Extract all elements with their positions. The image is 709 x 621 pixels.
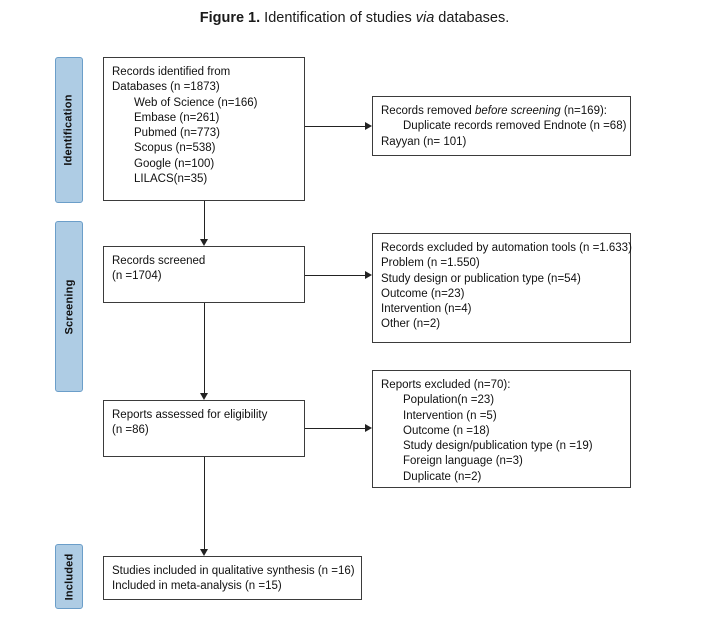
arrow-head-icon	[365, 271, 372, 279]
box-line: Reports assessed for eligibility	[112, 409, 268, 421]
arrow-head-icon	[200, 393, 208, 400]
arrow-eligibility-to-included	[204, 457, 205, 549]
box-studies-included	[103, 556, 362, 600]
box-line: Study design or publication type (n=54)	[381, 272, 581, 285]
stage-label-screening-text: Screening	[63, 279, 75, 334]
stage-label-included	[55, 544, 83, 609]
box-records-removed	[372, 96, 631, 156]
box-line: Intervention (n=4)	[381, 303, 472, 316]
box-line: Other (n=2)	[381, 318, 441, 331]
box-records-identified	[103, 57, 305, 201]
box-records-screened	[103, 246, 305, 303]
figure-title	[0, 10, 709, 26]
box-line: Foreign language (n=3)	[403, 455, 523, 468]
arrow-head-icon	[200, 239, 208, 246]
box-line: Embase (n=261)	[134, 111, 220, 124]
box-line: Duplicate (n=2)	[403, 470, 482, 483]
stage-label-identification	[55, 57, 83, 203]
box-line: Databases (n =1873)	[112, 81, 220, 94]
box-line: Records excluded by automation tools (n =1.633)	[381, 242, 632, 254]
arrow-identified-to-removed	[305, 126, 365, 127]
box-line: Reports excluded (n=70):	[381, 379, 511, 391]
box-line-italic: before screening	[474, 105, 561, 117]
arrow-eligibility-to-reports-excluded	[305, 428, 365, 429]
box-line: Duplicate records removed Endnote (n =68)	[403, 120, 627, 133]
stage-label-identification-text: Identification	[63, 94, 75, 166]
box-line-post: (n=169):	[560, 105, 607, 117]
figure-title-text-1: Identification of studies	[260, 10, 416, 26]
box-line: Study design/publication type (n =19)	[403, 440, 593, 453]
stage-label-included-text: Included	[63, 553, 76, 600]
arrow-head-icon	[200, 549, 208, 556]
figure-title-text-2: databases.	[434, 10, 510, 26]
box-line	[381, 104, 622, 119]
box-line: Pubmed (n=773)	[134, 127, 220, 140]
box-line: Included in meta-analysis (n =15)	[112, 580, 282, 593]
stage-label-screening	[55, 221, 83, 392]
figure-title-label: Figure 1.	[199, 10, 261, 26]
box-records-excluded-automation	[372, 233, 631, 343]
box-line: LILACS(n=35)	[134, 172, 208, 185]
box-line: Web of Science (n=166)	[134, 96, 258, 109]
box-line: Outcome (n =18)	[403, 424, 490, 437]
arrow-screened-to-excluded	[305, 275, 365, 276]
box-line: Studies included in qualitative synthesis (n =16)	[112, 565, 355, 577]
arrow-head-icon	[365, 122, 372, 130]
box-reports-assessed-eligibility	[103, 400, 305, 457]
box-line-pre: Records removed	[381, 105, 475, 117]
arrow-screened-to-eligibility	[204, 303, 205, 393]
box-line: Intervention (n =5)	[403, 409, 497, 422]
box-line: Problem (n =1.550)	[381, 257, 480, 270]
box-line: Google (n=100)	[134, 157, 215, 170]
box-line: Outcome (n=23)	[381, 287, 465, 300]
box-line: (n =1704)	[112, 270, 162, 283]
figure-title-via: via	[415, 10, 435, 26]
box-line: Scopus (n=538)	[134, 142, 216, 155]
box-line: Rayyan (n= 101)	[381, 135, 467, 148]
box-line: Records identified from	[112, 66, 231, 78]
box-line: (n =86)	[112, 424, 149, 437]
box-line: Population(n =23)	[403, 394, 495, 407]
arrow-identified-to-screened	[204, 201, 205, 239]
box-reports-excluded	[372, 370, 631, 488]
arrow-head-icon	[365, 424, 372, 432]
box-line: Records screened	[112, 255, 206, 267]
